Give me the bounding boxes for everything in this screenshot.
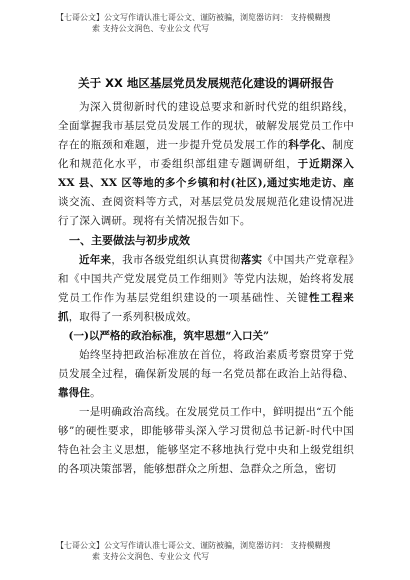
document-title: 关于 XX 地区基层党员发展规范化建设的调研报告	[78, 76, 334, 90]
page-header	[56, 12, 376, 34]
section1-bold-a: 近年来	[79, 254, 112, 266]
section1-text-b: ，我市各级党组织认真	[111, 254, 220, 266]
section1-paragraph	[58, 251, 354, 327]
intro-text-3: 谈交流、查阅资料等方式，对基层党员发展规范化建设情况进 行了深入调研。现将有关情况报告如下。	[58, 196, 354, 227]
footer-line-2: 索 支持公文润色、专业公文 代写	[92, 552, 210, 561]
header-line-2: 索 支持公文润色、专业公文 代写	[92, 24, 210, 33]
subsection1-paragraph	[58, 346, 354, 403]
subsection-heading-1: (一)以严格的政治标准，筑牢思想“入口关”	[68, 330, 270, 342]
intro-bold-2: 于近期深入 XX 县、XX 区等地的多个乡镇和村(社区),通过实地走访、座	[58, 158, 355, 189]
section1-text-c: 贯彻	[219, 254, 241, 266]
intro-bold-1: 科学化、	[288, 139, 333, 151]
section-heading-1: 一、主要做法与初步成效	[69, 234, 190, 247]
document-body	[58, 76, 354, 479]
intro-paragraph	[58, 98, 354, 231]
subsection1-body-paragraph: 一是明确政治高线。在发展党员工作中，鲜明提出“五个能够”的硬性要求，即能够带头深入学习贯彻总书记新-时代中国特色社会主义思想，能够坚定不移地执行党中央和上级党组织的各项决策部署，能够想群众之所想、急群众之所急，密切	[58, 406, 354, 475]
subsection1-text-a: 始终坚持把政治标准放在首位，将政治素质考察贯穿于党员发展全过程，确保新发展的每一名党员都在政治上站得稳、	[58, 349, 354, 380]
subsection1-text-c: 。	[90, 387, 101, 399]
section1-bold-d: 落实	[240, 254, 263, 266]
section1-bold-f: 性工程来抓	[58, 292, 354, 323]
page-footer	[56, 540, 376, 562]
subsection1-bold-b: 靠得住	[58, 387, 91, 399]
intro-text-2: 制度化和规范化水平，市委组织部组建专题调研组，	[58, 139, 354, 170]
intro-text-1: 为深入贯彻新时代的建设总要求和新时代党的组织路线，全面掌握我市基层党员发展工作的现状，破解发展党员工作中存在的瓶颈和难题，进一步提升党员发展工作的	[58, 101, 354, 151]
header-line-1: 【七哥公文】公文写作请认准七哥公文、谨防被骗，浏览器访问： 支持模糊搜	[56, 13, 331, 22]
footer-line-1: 【七哥公文】公文写作请认准七哥公文、谨防被骗，浏览器访问： 支持模糊搜	[56, 541, 331, 550]
section1-text-g: ，取得了一系列积极成效。	[68, 311, 198, 323]
section1-text-e: 《中国共产党章程》和《中国共产党发展党员工作细则》等党内法规，始终将发展党员工作作为基层党组织建设的一项基础性、关键	[58, 254, 354, 304]
